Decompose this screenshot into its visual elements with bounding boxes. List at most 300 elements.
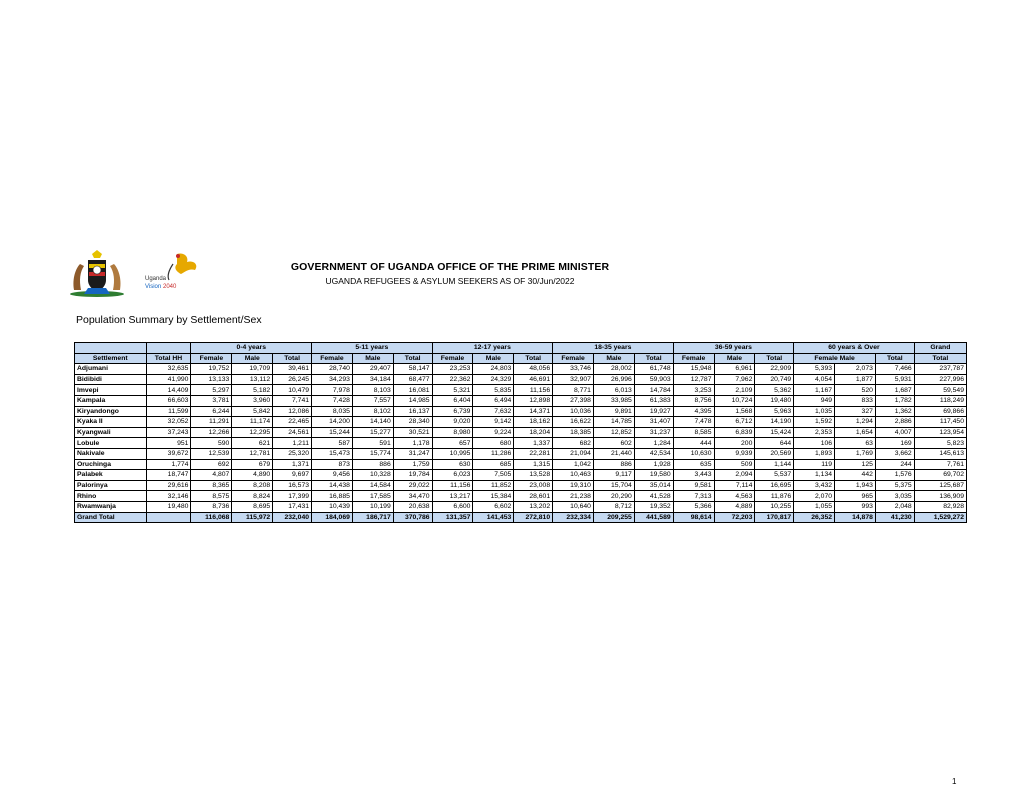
table-cell: 19,480 [146,501,191,512]
table-cell: 1,576 [875,470,914,481]
table-cell: 621 [232,438,273,449]
table-cell: 1,877 [835,374,876,385]
table-cell: 11,156 [514,385,553,396]
table-cell: 118,249 [914,395,966,406]
table-cell: 8,102 [352,406,393,417]
group-header-0-4: 0-4 years [191,343,312,354]
table-cell: 8,208 [232,480,273,491]
table-cell: 272,810 [514,512,553,523]
table-cell: 31,237 [634,427,673,438]
table-cell: 69,866 [914,406,966,417]
table-cell: 3,662 [875,448,914,459]
table-cell: 17,585 [352,491,393,502]
table-cell: 14,584 [352,480,393,491]
table-cell: 682 [553,438,594,449]
table-cell: 8,103 [352,385,393,396]
table-cell: 7,114 [714,480,755,491]
table-cell: 591 [352,438,393,449]
table-cell: 14,784 [634,385,673,396]
table-row [75,438,967,449]
table-cell: 16,622 [553,417,594,428]
table-cell: 1,337 [514,438,553,449]
table-cell: 125 [835,459,876,470]
table-cell: 6,961 [714,364,755,375]
table-cell: 8,771 [553,385,594,396]
vision-logo-line1: Uganda [145,276,167,282]
table-cell: 15,948 [673,364,714,375]
table-cell: 6,244 [191,406,232,417]
table-cell: 18,747 [146,470,191,481]
table-cell: 15,277 [352,427,393,438]
table-cell: 22,362 [432,374,473,385]
table-cell: 30,521 [393,427,432,438]
summary-title: Population Summary by Settlement/Sex [76,314,262,326]
table-cell: 61,383 [634,395,673,406]
table-body [75,364,967,523]
table-cell: 119 [794,459,835,470]
table-cell: 5,393 [794,364,835,375]
table-cell: 22,281 [514,448,553,459]
table-cell: 327 [835,406,876,417]
settlement-header: Settlement [75,353,147,364]
table-cell: 1,943 [835,480,876,491]
table-cell: 169 [875,438,914,449]
table-cell: 184,069 [312,512,353,523]
table-cell: 19,709 [232,364,273,375]
table-cell: 630 [432,459,473,470]
table-cell: 1,371 [273,459,312,470]
table-cell: 16,573 [273,480,312,491]
table-cell: 1,055 [794,501,835,512]
table-cell: 442 [835,470,876,481]
table-cell: 602 [593,438,634,449]
table-cell: 4,054 [794,374,835,385]
settlement-name-cell: Kyangwali [75,427,147,438]
table-row [75,480,967,491]
table-cell: 1,928 [634,459,673,470]
table-cell: 12,295 [232,427,273,438]
table-cell: 3,253 [673,385,714,396]
table-cell: 2,109 [714,385,755,396]
table-cell: 951 [146,438,191,449]
table-cell: 657 [432,438,473,449]
table-cell: 587 [312,438,353,449]
table-cell: 1,893 [794,448,835,459]
table-row [75,364,967,375]
table-cell: 6,602 [473,501,514,512]
table-cell: 1,178 [393,438,432,449]
table-cell: 25,320 [273,448,312,459]
table-cell: 5,963 [755,406,794,417]
table-cell: 232,040 [273,512,312,523]
table-cell: 8,365 [191,480,232,491]
table-cell: 14,785 [593,417,634,428]
table-cell: 10,439 [312,501,353,512]
table-row [75,417,967,428]
table-column-header-row [75,353,967,364]
table-cell: 26,996 [593,374,634,385]
table-cell: 7,478 [673,417,714,428]
table-cell: 8,980 [432,427,473,438]
group-header-5-11: 5-11 years [312,343,433,354]
table-cell: 14,140 [352,417,393,428]
table-cell: 949 [794,395,835,406]
table-cell: 6,712 [714,417,755,428]
table-cell: 123,954 [914,427,966,438]
settlement-name-cell: Palorinya [75,480,147,491]
settlement-name-cell: Palabek [75,470,147,481]
table-row [75,491,967,502]
document-subtitle: UGANDA REFUGEES & ASYLUM SEEKERS AS OF 30/Jun/2022 [325,276,575,286]
table-cell: 15,384 [473,491,514,502]
table-cell: 33,985 [593,395,634,406]
table-cell: 6,839 [714,427,755,438]
table-cell: 6,013 [593,385,634,396]
table-row [75,406,967,417]
table-cell: 200 [714,438,755,449]
table-cell: 19,310 [553,480,594,491]
table-cell: 16,695 [755,480,794,491]
table-row [75,427,967,438]
table-cell: 1,134 [794,470,835,481]
male-header: Male [352,353,393,364]
vision-logo-year: 2040 [163,284,177,290]
table-cell: 13,202 [514,501,553,512]
table-cell: 12,539 [191,448,232,459]
table-cell: 10,199 [352,501,393,512]
table-row [75,385,967,396]
table-cell: 66,603 [146,395,191,406]
table-cell: 8,695 [232,501,273,512]
table-cell: 42,534 [634,448,673,459]
table-cell: 23,008 [514,480,553,491]
table-cell: 82,928 [914,501,966,512]
table-cell: 886 [593,459,634,470]
total-hh-header: Total HH [146,353,191,364]
table-cell: 4,395 [673,406,714,417]
table-cell: 227,996 [914,374,966,385]
total-header: Total [634,353,673,364]
table-cell: 186,717 [352,512,393,523]
table-cell: 8,575 [191,491,232,502]
table-cell: 12,781 [232,448,273,459]
female-header: Female [191,353,232,364]
table-cell: 34,184 [352,374,393,385]
table-cell: 685 [473,459,514,470]
table-cell: 1,654 [835,427,876,438]
table-row [75,395,967,406]
table-cell: 61,748 [634,364,673,375]
table-cell: 2,073 [835,364,876,375]
table-cell: 98,614 [673,512,714,523]
table-cell: 12,266 [191,427,232,438]
table-cell: 9,891 [593,406,634,417]
table-cell: 22,909 [755,364,794,375]
table-cell: 131,357 [432,512,473,523]
settlement-name-cell: Rhino [75,491,147,502]
table-cell: 35,014 [634,480,673,491]
table-cell: 7,505 [473,470,514,481]
table-cell: 10,463 [553,470,594,481]
table-cell: 1,211 [273,438,312,449]
table-cell: 12,086 [273,406,312,417]
table-cell: 15,244 [312,427,353,438]
table-cell: 26,245 [273,374,312,385]
table-cell: 13,528 [514,470,553,481]
table-cell: 41,230 [875,512,914,523]
table-cell: 5,182 [232,385,273,396]
table-cell: 6,494 [473,395,514,406]
table-cell: 3,781 [191,395,232,406]
table-cell: 209,255 [593,512,634,523]
population-table [74,342,967,523]
table-cell: 10,479 [273,385,312,396]
total-header: Total [755,353,794,364]
table-cell: 8,712 [593,501,634,512]
table-cell: 7,741 [273,395,312,406]
table-cell: 1,294 [835,417,876,428]
table-cell: 106 [794,438,835,449]
table-cell: 509 [714,459,755,470]
table-cell: 14,438 [312,480,353,491]
table-cell: 7,632 [473,406,514,417]
table-cell [146,512,191,523]
settlement-name-cell: Adjumani [75,364,147,375]
table-cell: 5,321 [432,385,473,396]
table-cell: 1,769 [835,448,876,459]
table-group-header-row [75,343,967,354]
table-row [75,470,967,481]
table-cell: 692 [191,459,232,470]
table-cell: 32,146 [146,491,191,502]
table-cell: 59,549 [914,385,966,396]
table-cell: 10,328 [352,470,393,481]
table-row [75,374,967,385]
table-cell: 8,756 [673,395,714,406]
table-cell: 115,972 [232,512,273,523]
table-row [75,448,967,459]
table-cell: 58,147 [393,364,432,375]
female-header: Female [432,353,473,364]
total-header: Total [514,353,553,364]
table-cell: 12,898 [514,395,553,406]
table-cell: 6,600 [432,501,473,512]
table-cell: 29,022 [393,480,432,491]
table-cell: 644 [755,438,794,449]
table-cell: 679 [232,459,273,470]
table-cell: 370,786 [393,512,432,523]
table-cell: 1,362 [875,406,914,417]
coat-of-arms-logo [66,250,128,298]
table-cell: 15,424 [755,427,794,438]
settlement-name-cell: Imvepi [75,385,147,396]
male-header: Male [714,353,755,364]
table-cell: 6,404 [432,395,473,406]
group-header-36-59: 36-59 years [673,343,794,354]
table-cell: 2,886 [875,417,914,428]
table-cell: 14,409 [146,385,191,396]
table-cell: 39,461 [273,364,312,375]
table-cell: 1,284 [634,438,673,449]
table-cell: 5,537 [755,470,794,481]
table-cell: 22,465 [273,417,312,428]
table-cell: 14,200 [312,417,353,428]
table-cell: 5,823 [914,438,966,449]
table-cell: 8,035 [312,406,353,417]
table-cell: 29,407 [352,364,393,375]
table-cell: 16,137 [393,406,432,417]
table-cell: 5,297 [191,385,232,396]
table-cell: 24,329 [473,374,514,385]
table-cell: 19,352 [634,501,673,512]
table-cell: 14,878 [835,512,876,523]
female-header: Female [312,353,353,364]
table-cell: 9,142 [473,417,514,428]
table-cell: 11,876 [755,491,794,502]
table-cell: 2,070 [794,491,835,502]
table-cell: 28,340 [393,417,432,428]
table-cell: 680 [473,438,514,449]
table-cell: 19,580 [634,470,673,481]
table-cell: 635 [673,459,714,470]
table-cell: 72,203 [714,512,755,523]
table-cell: 9,224 [473,427,514,438]
table-cell: 9,581 [673,480,714,491]
table-cell: 237,787 [914,364,966,375]
table-cell: 13,133 [191,374,232,385]
table-cell: 1,315 [514,459,553,470]
table-cell: 4,007 [875,427,914,438]
table-cell: 1,782 [875,395,914,406]
table-cell: 444 [673,438,714,449]
uganda-vision-2040-logo [143,250,203,294]
settlement-name-cell: Kyaka II [75,417,147,428]
total-header: Total [393,353,432,364]
table-cell: 965 [835,491,876,502]
table-cell: 8,824 [232,491,273,502]
table-cell: 14,371 [514,406,553,417]
table-cell: 9,939 [714,448,755,459]
table-cell: 3,432 [794,480,835,491]
table-cell: 145,613 [914,448,966,459]
male-header: Male [473,353,514,364]
table-cell: 41,990 [146,374,191,385]
table-cell: 232,334 [553,512,594,523]
table-cell: 7,428 [312,395,353,406]
table-cell: 7,962 [714,374,755,385]
table-cell: 3,443 [673,470,714,481]
group-header-12-17: 12-17 years [432,343,553,354]
table-cell: 9,020 [432,417,473,428]
settlement-name-cell: Rwamwanja [75,501,147,512]
table-cell: 32,635 [146,364,191,375]
table-cell: 16,885 [312,491,353,502]
table-cell: 46,691 [514,374,553,385]
table-cell: 26,352 [794,512,835,523]
table-cell: 170,817 [755,512,794,523]
table-cell: 4,889 [714,501,755,512]
male-header: Male [232,353,273,364]
total-header: Total [273,353,312,364]
table-cell: 15,774 [352,448,393,459]
table-cell: 34,470 [393,491,432,502]
table-cell: 590 [191,438,232,449]
table-cell: 28,601 [514,491,553,502]
table-cell: 9,456 [312,470,353,481]
table-cell: 24,803 [473,364,514,375]
table-cell: 5,835 [473,385,514,396]
group-header-18-35: 18-35 years [553,343,674,354]
table-cell: 19,480 [755,395,794,406]
table-cell: 7,557 [352,395,393,406]
settlement-name-cell: Grand Total [75,512,147,523]
table-cell: 20,290 [593,491,634,502]
table-cell: 17,431 [273,501,312,512]
table-cell: 59,903 [634,374,673,385]
table-cell: 1,774 [146,459,191,470]
settlement-name-cell: Kiryandongo [75,406,147,417]
table-cell: 12,852 [593,427,634,438]
settlement-name-cell: Lobule [75,438,147,449]
table-cell: 21,440 [593,448,634,459]
table-cell: 141,453 [473,512,514,523]
table-cell: 13,112 [232,374,273,385]
table-cell: 11,599 [146,406,191,417]
male-header: Male [593,353,634,364]
vision-logo-line2: Vision [145,284,162,290]
table-cell: 16,081 [393,385,432,396]
table-cell: 5,842 [232,406,273,417]
table-cell: 12,787 [673,374,714,385]
settlement-name-cell: Bidibidi [75,374,147,385]
table-row [75,459,967,470]
table-cell: 33,746 [553,364,594,375]
blank-header-cell [75,343,147,354]
table-cell: 68,477 [393,374,432,385]
table-cell: 2,353 [794,427,835,438]
table-cell: 1,042 [553,459,594,470]
table-cell: 5,366 [673,501,714,512]
table-cell: 5,375 [875,480,914,491]
settlement-name-cell: Kampala [75,395,147,406]
table-cell: 6,023 [432,470,473,481]
table-cell: 833 [835,395,876,406]
table-cell: 244 [875,459,914,470]
blank-header-cell [146,343,191,354]
table-cell: 34,293 [312,374,353,385]
table-cell: 886 [352,459,393,470]
table-cell: 6,739 [432,406,473,417]
table-cell: 441,589 [634,512,673,523]
female-header: Female [553,353,594,364]
table-cell: 29,616 [146,480,191,491]
table-cell: 10,640 [553,501,594,512]
table-cell: 3,960 [232,395,273,406]
settlement-name-cell: Oruchinga [75,459,147,470]
crane-bird-icon [143,250,203,294]
table-cell: 27,398 [553,395,594,406]
table-cell: 24,561 [273,427,312,438]
group-header-60-over: 60 years & Over [794,343,915,354]
table-cell: 21,238 [553,491,594,502]
table-cell: 993 [835,501,876,512]
table-cell: 28,002 [593,364,634,375]
table-cell: 116,068 [191,512,232,523]
table-cell: 5,931 [875,374,914,385]
table-cell: 1,687 [875,385,914,396]
table-cell: 9,697 [273,470,312,481]
table-cell: 19,784 [393,470,432,481]
